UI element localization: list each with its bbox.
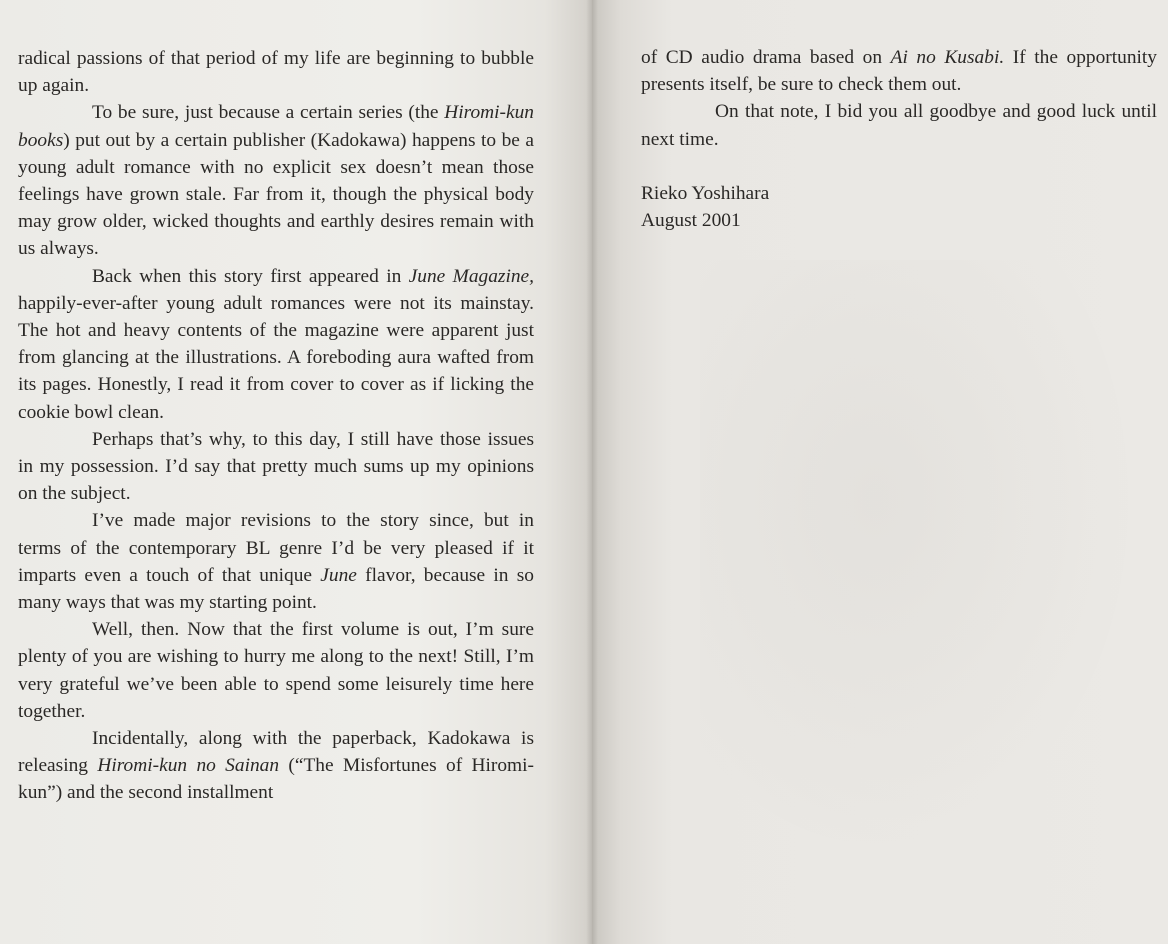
- author-name: Rieko Yoshihara: [641, 182, 770, 204]
- italic-title-text: Hiromi-kun books: [18, 102, 534, 151]
- paragraph-text: ) put out by a certain publisher (Kadokawa) happens to be a young adult romance with no explicit sex doesn’t mean those feelings have grown stale. Far from it, though the physical body may grow older, wicked thoughts and earthly desires remain with us always.: [18, 129, 534, 260]
- paragraph-text: Incidentally, along with the paperback, Kadokawa is releasing: [18, 728, 534, 777]
- paragraph-text: Well, then. Now that the first volume is out, I’m sure plenty of you are wishing to hurry me along to the next! Still, I’m very grateful we’ve been able to spend some leisurely time here together.: [18, 619, 534, 722]
- paragraph-text: (“The Misfortunes of Hiromi-kun”) and the second installment: [18, 755, 534, 804]
- right-page-text: [641, 44, 1157, 234]
- paragraph-text: radical passions of that period of my life are beginning to bubble up again.: [18, 48, 534, 97]
- right-page-paragraph: [641, 98, 1157, 152]
- left-page-paragraph: [18, 45, 534, 99]
- italic-title-text: Ai no Kusabi.: [890, 47, 1005, 68]
- paragraph-text: Perhaps that’s why, to this day, I still have those issues in my possession. I’d say that pretty much sums up my opinions on the subject.: [18, 428, 534, 505]
- left-page-paragraph: [18, 725, 534, 807]
- signature-block: [641, 180, 1157, 234]
- left-page-text: [18, 45, 534, 807]
- left-page-paragraph: [18, 507, 534, 616]
- left-page-paragraph: [18, 99, 534, 262]
- paragraph-text: happily-ever-after young adult romances were not its mainstay. The hot and heavy contents of the magazine were apparent just from glancing at the illustrations. A foreboding aura wafted from its pages. Honestly, I read it from cover to cover as if licking the cookie bowl clean.: [18, 292, 534, 423]
- paragraph-text: To be sure, just because a certain series (the: [92, 102, 445, 124]
- signature-date: August 2001: [641, 210, 741, 232]
- left-page-paragraph: [18, 616, 534, 725]
- paragraph-text: flavor, because in so many ways that was my starting point.: [18, 564, 535, 614]
- paragraph-text: On that note, I bid you all goodbye and good luck until next time.: [641, 101, 1157, 150]
- right-page-paragraphs: [641, 44, 1157, 153]
- show-through-shadow: [700, 260, 1140, 860]
- italic-title-text: June Magazine,: [408, 265, 534, 287]
- italic-title-text: Hiromi-kun no Sainan: [97, 755, 280, 777]
- paragraph-text: of CD audio drama based on: [641, 47, 891, 68]
- left-page-paragraph: [18, 263, 534, 426]
- paragraph-text: Back when this story first appeared in: [92, 265, 409, 287]
- paragraph-text: If the opportunity presents itself, be sure to check them out.: [641, 47, 1157, 96]
- paragraph-text: I’ve made major revisions to the story since, but in terms of the contemporary BL genre I’d be very pleased if it imparts even a touch of that unique: [18, 510, 534, 586]
- italic-title-text: June: [320, 564, 357, 586]
- book-gutter: [586, 0, 598, 944]
- left-page-paragraph: [18, 426, 534, 508]
- right-page-paragraph: [641, 44, 1157, 98]
